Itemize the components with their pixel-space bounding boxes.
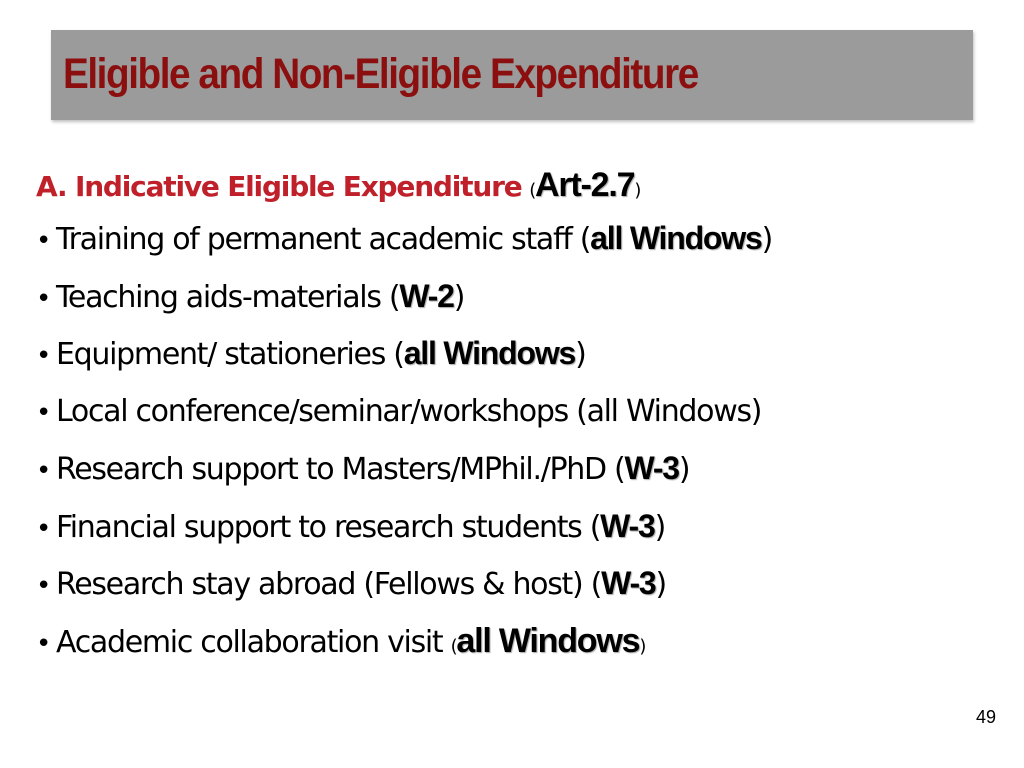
list-item — [36, 555, 996, 613]
list-item-open-paren: ( — [579, 222, 591, 257]
list-item-text: Equipment/ stationeries — [56, 337, 394, 372]
bullet-icon: • — [36, 513, 51, 544]
list-item-open-paren: ( — [590, 567, 602, 602]
list-item-open-paren: ( — [614, 452, 625, 487]
heading-open-paren: ( — [529, 180, 536, 201]
list-item-text: Research stay abroad (Fellows & host) — [56, 567, 591, 602]
list-item-open-paren: ( — [450, 635, 457, 657]
list-item-open-paren: ( — [388, 279, 400, 315]
list-item — [36, 613, 996, 671]
list-item — [36, 498, 996, 556]
list-item-text: Local conference/seminar/workshops (all Windows) — [56, 393, 762, 429]
bullet-icon: • — [36, 571, 51, 601]
bullet-icon: • — [36, 628, 51, 659]
list-item-reference: W-3 — [600, 507, 655, 544]
list-item — [36, 440, 996, 498]
expenditure-list — [36, 210, 996, 670]
list-item-close-paren: ) — [575, 337, 586, 372]
list-item-reference: all Windows — [590, 220, 762, 256]
list-item-close-paren: ) — [639, 635, 646, 657]
list-item-reference: W-2 — [399, 277, 454, 314]
list-item-close-paren: ) — [655, 567, 666, 602]
list-item — [36, 268, 996, 326]
list-item — [36, 325, 996, 383]
bullet-icon: • — [36, 456, 51, 486]
slide-title: Eligible and Non-Eligible Expenditure — [63, 50, 698, 98]
list-item-reference: all Windows — [456, 621, 640, 660]
list-item-reference: all Windows — [403, 335, 576, 371]
list-item-close-paren: ) — [453, 279, 465, 315]
section-heading-text: A. Indicative Eligible Expenditure — [36, 170, 522, 203]
bullet-icon: • — [36, 283, 51, 314]
list-item-open-paren: ( — [589, 509, 601, 545]
list-item-text: Training of permanent academic staff — [56, 222, 580, 257]
list-item-reference: W-3 — [601, 565, 656, 601]
list-item-text: Academic collaboration visit — [56, 624, 451, 660]
list-item-text: Teaching aids-materials — [56, 279, 389, 315]
list-item-open-paren: ( — [393, 337, 404, 372]
list-item-close-paren: ) — [761, 222, 772, 257]
section-heading — [36, 160, 996, 210]
list-item-text: Research support to Masters/MPhil./PhD — [56, 452, 615, 487]
title-bar — [51, 30, 973, 120]
list-item-text: Financial support to research students — [56, 509, 590, 545]
bullet-icon: • — [36, 397, 51, 428]
list-item-close-paren: ) — [654, 509, 665, 545]
heading-close-paren: ) — [634, 180, 641, 201]
list-item-reference: W-3 — [624, 450, 679, 486]
bullet-icon: • — [36, 226, 51, 256]
slide-content — [36, 160, 996, 670]
page-number: 49 — [975, 707, 996, 727]
list-item — [36, 383, 996, 441]
list-item-close-paren: ) — [678, 452, 690, 487]
bullet-icon: • — [36, 341, 51, 371]
list-item — [36, 210, 996, 268]
heading-reference: Art-2.7 — [535, 166, 635, 204]
